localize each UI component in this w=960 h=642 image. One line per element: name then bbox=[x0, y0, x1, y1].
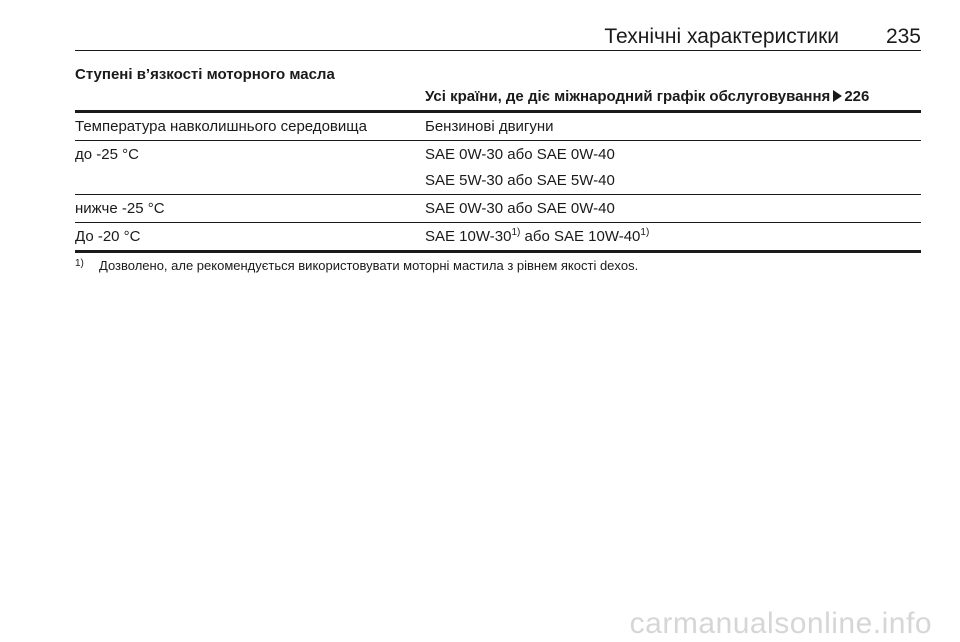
table-row bbox=[75, 141, 921, 195]
oil-grade-line: SAE 0W-30 або SAE 0W-40 bbox=[425, 146, 615, 163]
reference-triangle-icon bbox=[833, 90, 842, 102]
page-number: 235 bbox=[885, 25, 921, 48]
subhead-engine-type: Бензинові двигуни bbox=[425, 112, 921, 141]
footnote bbox=[75, 256, 638, 274]
row-temperature: до -25 °C bbox=[75, 141, 425, 195]
footnote-mark: 1) bbox=[75, 258, 84, 269]
table-header-row bbox=[75, 86, 921, 112]
table-row bbox=[75, 195, 921, 223]
section-title: Ступені в’язкості моторного масла bbox=[75, 66, 335, 83]
table-subhead-row bbox=[75, 112, 921, 141]
oil-grade-line: SAE 0W-30 або SAE 0W-40 bbox=[425, 200, 615, 217]
footnote-reference: 1) bbox=[511, 227, 521, 238]
page-header bbox=[75, 26, 921, 51]
row-temperature: нижче -25 °C bbox=[75, 195, 425, 223]
oil-grade-line: SAE 5W-30 або SAE 5W-40 bbox=[425, 172, 615, 189]
viscosity-table bbox=[75, 86, 921, 253]
oil-grade-b: SAE 10W-40 bbox=[553, 228, 641, 245]
watermark: carmanualsonline.info bbox=[629, 607, 932, 640]
row-oils-cell bbox=[425, 223, 921, 252]
oil-grade-a: SAE 10W-30 bbox=[425, 228, 512, 245]
table-header-ref-page: 226 bbox=[844, 88, 870, 105]
table-header-empty-cell bbox=[75, 86, 425, 112]
row-temperature: До -20 °C bbox=[75, 223, 425, 252]
page-header-title: Технічні характеристики bbox=[604, 25, 839, 48]
oil-grade-joiner: або bbox=[520, 228, 554, 245]
row-oils-cell bbox=[425, 141, 921, 195]
row-oils-cell bbox=[425, 195, 921, 223]
footnote-reference: 1) bbox=[640, 227, 650, 238]
table-header-label: Усі країни, де діє міжнародний графік обслуговування bbox=[425, 88, 831, 105]
footnote-text: Дозволено, але рекомендується використовувати моторні мастила з рівнем якості dexos. bbox=[99, 258, 639, 273]
subhead-temperature: Температура навколишнього середовища bbox=[75, 112, 425, 141]
table-row bbox=[75, 223, 921, 252]
table-header-cell bbox=[425, 86, 921, 112]
